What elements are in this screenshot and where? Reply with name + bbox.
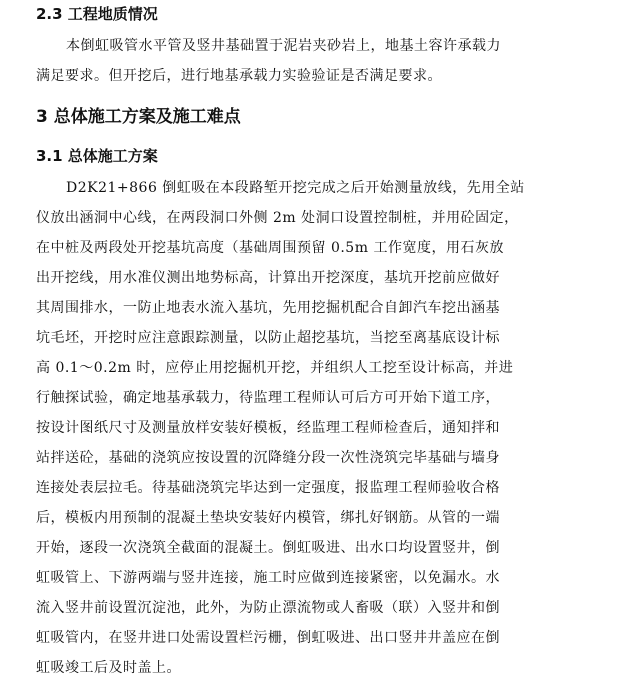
paragraph-line: 满足要求。但开挖后，进行地基承载力实验验证是否满足要求。 (36, 68, 442, 84)
paragraph-line: 开始，逐段一次浇筑全截面的混凝土。倒虹吸进、出水口均设置竖井，倒 (36, 540, 500, 556)
paragraph-line: 仪放出涵洞中心线，在两段洞口外侧 2m 处洞口设置控制桩，并用砼固定， (36, 210, 519, 226)
paragraph-line: 连接处表层拉毛。待基础浇筑完毕达到一定强度，报监理工程师验收合格 (36, 480, 500, 496)
section-heading-geology: 2.3 工程地质情况 (36, 5, 158, 23)
section-heading-overall: 3.1 总体施工方案 (36, 147, 158, 165)
paragraph-line: 后，模板内用预制的混凝土垫块安装好内模管，绑扎好钢筋。从管的一端 (36, 510, 500, 526)
paragraph-line: 本倒虹吸管水平管及竖井基础置于泥岩夹砂岩上，地基土容许承载力 (66, 38, 501, 54)
paragraph-line: 在中桩及两段处开挖基坑高度（基础周围预留 0.5m 工作宽度，用石灰放 (36, 240, 504, 256)
paragraph-line: 虹吸管内，在竖井进口处需设置栏污栅，倒虹吸进、出口竖井井盖应在倒 (36, 630, 500, 646)
paragraph-line: 虹吸管上、下游两端与竖井连接，施工时应做到连接紧密，以免漏水。水 (36, 570, 500, 586)
paragraph-line: 站拌送砼，基础的浇筑应按设置的沉降缝分段一次性浇筑完毕基础与墙身 (36, 450, 500, 466)
paragraph-line: 虹吸竣工后及时盖上。 (36, 660, 181, 676)
section-heading-plan: 3 总体施工方案及施工难点 (36, 107, 241, 127)
paragraph-line: 行触探试验，确定地基承载力，待监理工程师认可后方可开始下道工序， (36, 390, 500, 406)
paragraph-line: D2K21+866 倒虹吸在本段路堑开挖完成之后开始测量放线，先用全站 (66, 180, 525, 196)
paragraph-line: 流入竖井前设置沉淀池，此外，为防止漂流物或人畜吸（联）入竖井和倒 (36, 600, 500, 616)
paragraph-line: 按设计图纸尺寸及测量放样安装好模板，经监理工程师检查后，通知拌和 (36, 420, 500, 436)
paragraph-line: 出开挖线，用水准仪测出地势标高，计算出开挖深度，基坑开挖前应做好 (36, 270, 500, 286)
paragraph-line: 坑毛坯，开挖时应注意跟踪测量，以防止超挖基坑，当挖至离基底设计标 (36, 330, 500, 346)
paragraph-line: 高 0.1～0.2m 时，应停止用挖掘机开挖，并组织人工挖至设计标高，并进 (36, 360, 514, 376)
paragraph-line: 其周围排水，一防止地表水流入基坑，先用挖掘机配合自卸汽车挖出涵基 (36, 300, 500, 316)
